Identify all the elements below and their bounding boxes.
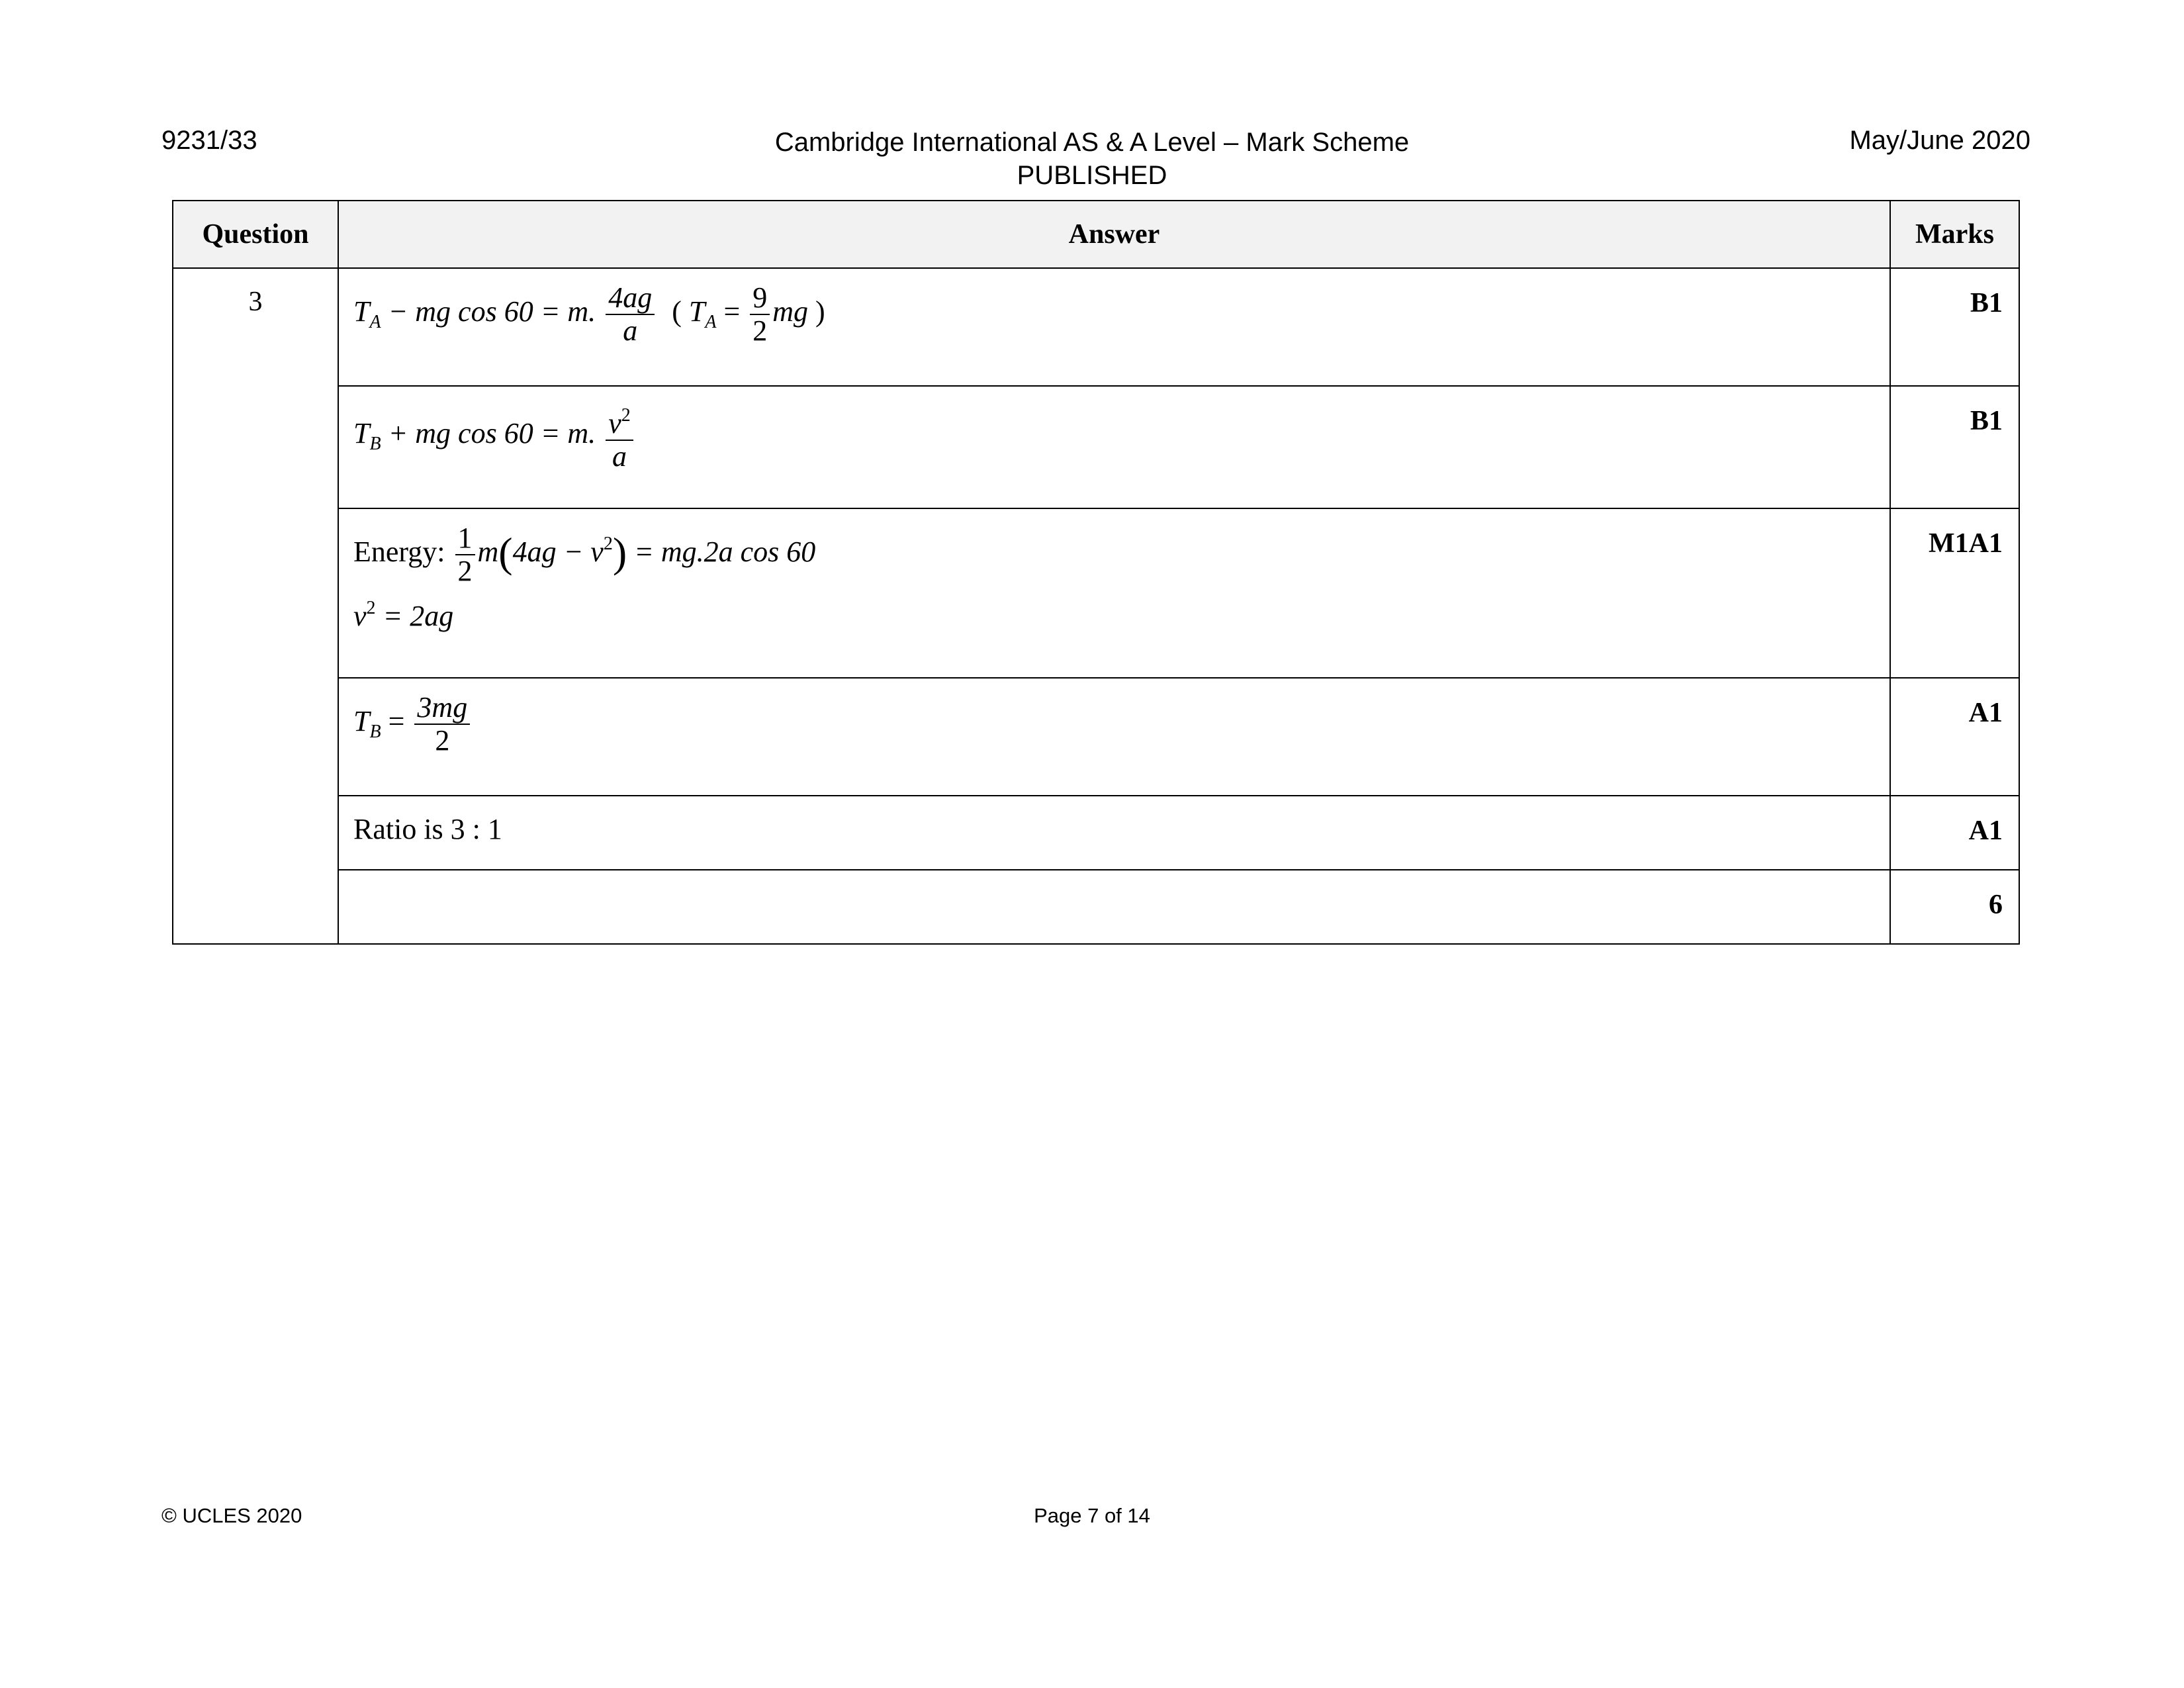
equation-velocity: $v^2 = 2ag$ bbox=[353, 598, 454, 632]
copyright: © UCLES 2020 bbox=[161, 1504, 302, 1527]
answer-cell bbox=[338, 386, 1890, 508]
table-row bbox=[173, 508, 2019, 678]
equation-tension-a: $T_A$ − mg cos 60 = m. $\frac{4ag}{a}$ ( $T_A$ = $\frac{9}{2}$ mg ) bbox=[353, 281, 825, 347]
exam-session: May/June 2020 bbox=[1849, 126, 2030, 155]
paper-code: 9231/33 bbox=[161, 126, 257, 155]
answer-cell: Ratio is 3 : 1 bbox=[338, 796, 1890, 870]
table-row bbox=[173, 796, 2019, 870]
answer-cell bbox=[338, 508, 1890, 678]
marks-cell: A1 bbox=[1890, 796, 2019, 870]
page-number: Page 7 of 14 bbox=[1034, 1504, 1150, 1527]
marks-cell: B1 bbox=[1890, 386, 2019, 508]
table-row bbox=[173, 678, 2019, 796]
equation-energy: Energy: $\frac{1}{2}$ $m(4ag - v^2) = mg.2a$ cos 60 bbox=[353, 522, 816, 587]
marks-cell: A1 bbox=[1890, 678, 2019, 796]
title-line: Cambridge International AS & A Level – Mark Scheme bbox=[774, 128, 1410, 157]
answer-cell bbox=[338, 678, 1890, 796]
answer-header: Answer bbox=[338, 201, 1890, 268]
subtitle-line: PUBLISHED bbox=[1017, 161, 1167, 190]
table-row bbox=[173, 870, 2019, 944]
mark-scheme-table bbox=[172, 200, 2020, 945]
equation-tension-b-result: $T_B$ = $\frac{3mg}{2}$ bbox=[353, 705, 473, 737]
table-header-row bbox=[173, 201, 2019, 268]
answer-cell bbox=[338, 870, 1890, 944]
equation-tension-b: $T_B$ + mg cos 60 = m. $\frac{v^2}{a}$ bbox=[353, 417, 636, 449]
question-number: 3 bbox=[173, 268, 338, 944]
marks-cell: M1A1 bbox=[1890, 508, 2019, 678]
table-row bbox=[173, 386, 2019, 508]
answer-cell bbox=[338, 268, 1890, 386]
question-header: Question bbox=[173, 201, 338, 268]
table-row bbox=[173, 268, 2019, 386]
total-marks-cell: 6 bbox=[1890, 870, 2019, 944]
marks-header: Marks bbox=[1890, 201, 2019, 268]
marks-cell: B1 bbox=[1890, 268, 2019, 386]
